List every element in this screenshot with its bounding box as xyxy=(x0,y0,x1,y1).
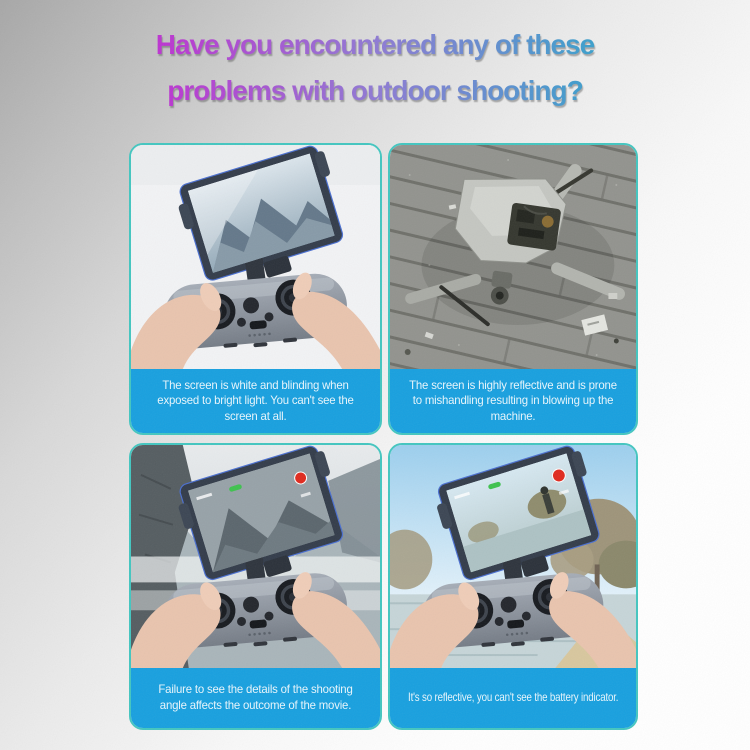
card-blinding-screen xyxy=(129,143,382,435)
photo-controller-river-scene xyxy=(390,445,636,668)
exposed-internals xyxy=(507,202,561,251)
title-line-2: problems with outdoor shooting? xyxy=(0,68,750,114)
gimbal-mount xyxy=(491,270,513,289)
photo-controller-white-background xyxy=(131,145,380,369)
problem-cards-grid xyxy=(129,143,638,730)
caption-blinding-screen: The screen is white and blinding when exposed to bright light. You can't see the screen at all. xyxy=(131,369,380,433)
caption-battery-indicator: It's so reflective, you can't see the battery indicator. xyxy=(390,668,636,728)
title-line-1: Have you encountered any of these xyxy=(0,22,750,68)
card-shooting-angle xyxy=(129,443,382,730)
caption-crashed-drone: The screen is highly reflective and is prone to mishandling resulting in blowing up the machine. xyxy=(390,369,636,433)
caption-shooting-angle: Failure to see the details of the shooting angle affects the outcome of the movie. xyxy=(131,668,380,728)
card-battery-indicator xyxy=(388,443,638,730)
photo-controller-mountain-scene xyxy=(131,445,380,668)
card-crashed-drone xyxy=(388,143,638,435)
photo-crashed-drone xyxy=(390,145,636,369)
page-title xyxy=(0,22,750,114)
